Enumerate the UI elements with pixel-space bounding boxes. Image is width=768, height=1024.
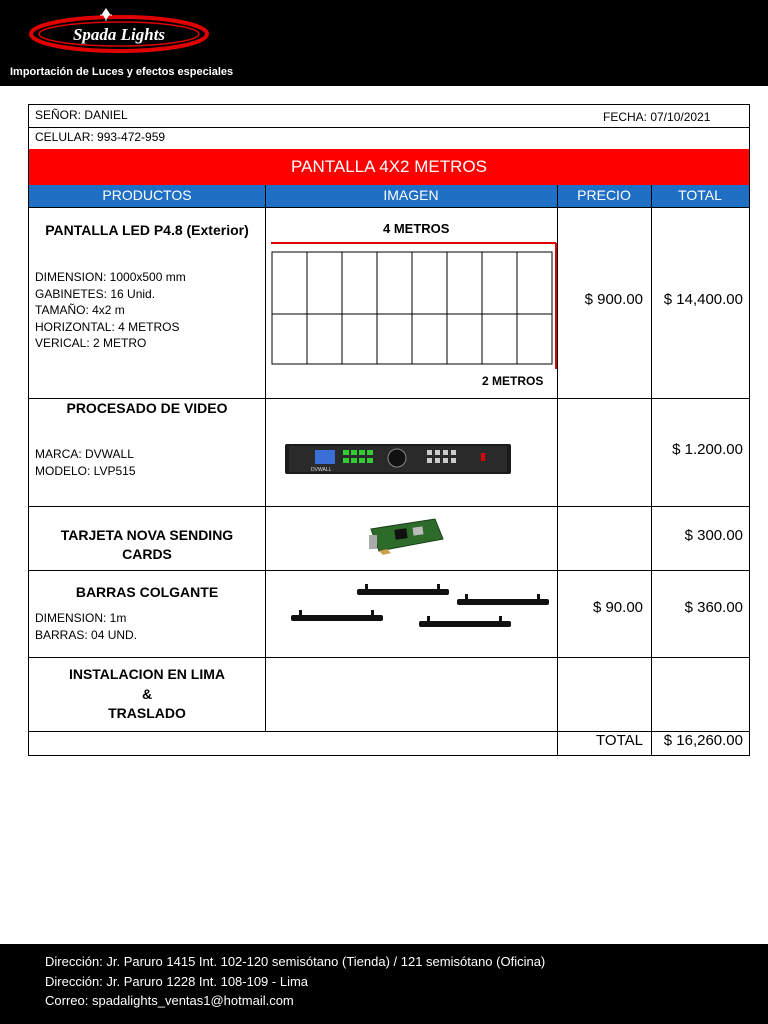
video-processor-image <box>285 441 511 477</box>
page-footer <box>0 944 768 1024</box>
col-imagen: IMAGEN <box>383 187 439 203</box>
item-bars-details: DIMENSION: 1m BARRAS: 04 UND. <box>35 611 138 642</box>
item-bars-total: $ 360.00 <box>684 599 743 616</box>
footer-address-1: Dirección: Jr. Paruro 1415 Int. 102-120 semisótano (Tienda) / 121 semisótano (Oficina) <box>45 954 546 969</box>
quote-date: FECHA: 07/10/2021 <box>603 110 711 124</box>
item-led-price: $ 900.00 <box>584 291 643 308</box>
col-productos: PRODUCTOS <box>102 187 192 203</box>
led-width-label: 4 METROS <box>383 221 450 236</box>
column-header-row <box>29 185 749 207</box>
col-precio: PRECIO <box>577 187 631 203</box>
grand-total-label: TOTAL <box>596 732 643 749</box>
item-led-total: $ 14,400.00 <box>663 291 743 308</box>
quote-title: PANTALLA 4X2 METROS <box>29 149 749 185</box>
spada-lights-logo <box>24 8 214 56</box>
item-bars-name: BARRAS COLGANTE <box>75 584 219 600</box>
item-processor-details: MARCA: DVWALL MODELO: LVP515 <box>35 447 136 478</box>
item-card-total: $ 300.00 <box>684 527 743 544</box>
tagline: Importación de Luces y efectos especiales <box>10 66 234 78</box>
sending-card-image <box>367 513 445 555</box>
page-header <box>0 0 768 86</box>
client-phone: CELULAR: 993-472-959 <box>35 130 166 144</box>
item-install-name: INSTALACION EN LIMA & TRASLADO <box>68 666 226 721</box>
footer-address-2: Dirección: Jr. Paruro 1228 Int. 108-109 - Lima <box>45 974 309 989</box>
led-cabinet-grid-image <box>269 239 559 371</box>
col-total: TOTAL <box>678 187 722 203</box>
item-led-details: DIMENSION: 1000x500 mm GABINETES: 16 Unid. TAMAÑO: 4x2 m HORIZONTAL: 4 METROS VERICAL: 2 METRO <box>35 270 186 350</box>
item-card-name: TARJETA NOVA SENDING CARDS <box>60 527 234 562</box>
item-led-name: PANTALLA LED P4.8 (Exterior) <box>45 222 249 238</box>
grand-total-value: $ 16,260.00 <box>663 732 743 749</box>
quote-table <box>28 104 750 756</box>
item-bars-price: $ 90.00 <box>592 599 643 616</box>
hanging-bars-image <box>289 579 553 635</box>
led-height-label: 2 METROS <box>482 374 544 388</box>
svg-text:DVWALL: DVWALL <box>311 467 332 473</box>
footer-email: Correo: spadalights_ventas1@hotmail.com <box>45 993 294 1008</box>
client-name: SEÑOR: DANIEL <box>35 108 128 122</box>
item-processor-name: PROCESADO DE VIDEO <box>66 400 228 416</box>
logo-text: Spada Lights <box>72 25 166 44</box>
item-processor-total: $ 1.200.00 <box>672 441 743 458</box>
